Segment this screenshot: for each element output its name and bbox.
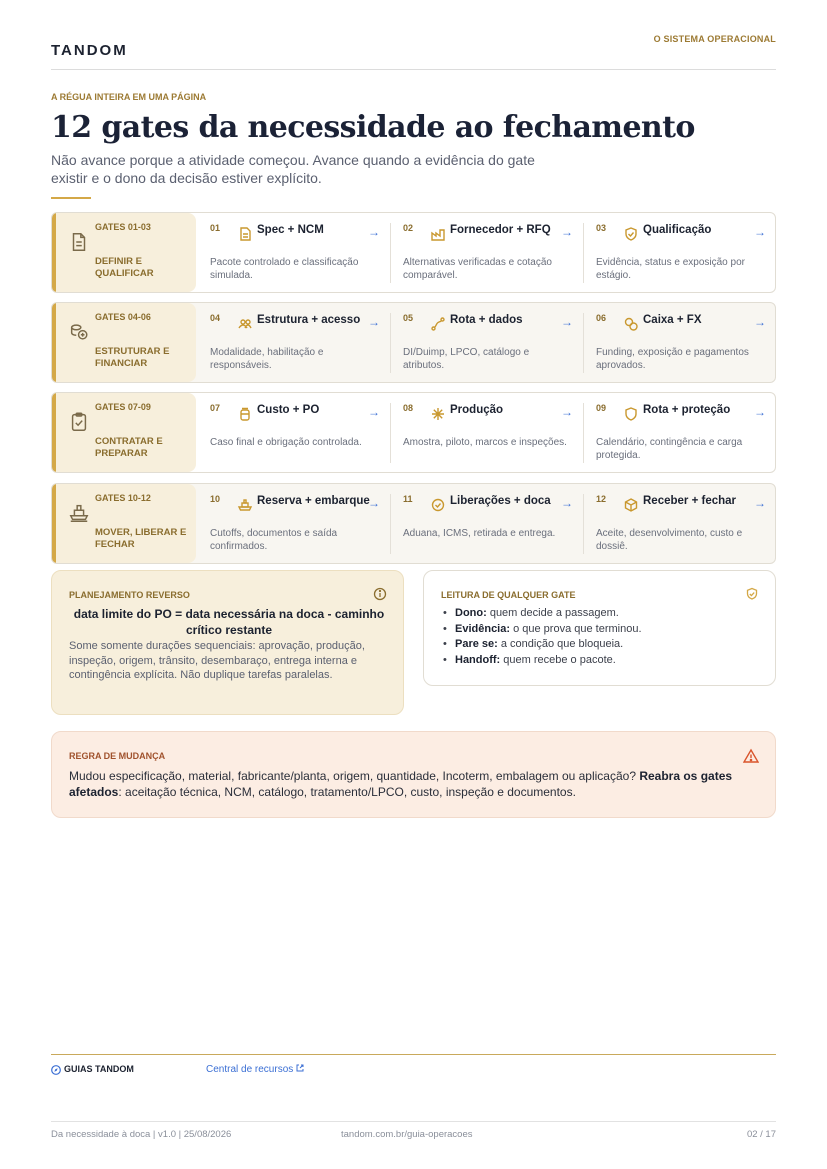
footer-divider bbox=[51, 1054, 776, 1055]
step-description: Aduana, ICMS, retirada e entrega. bbox=[403, 528, 556, 539]
arrow-right-icon[interactable]: → bbox=[561, 315, 573, 329]
warning-icon bbox=[743, 748, 759, 764]
band-gates: GATES 01-03 bbox=[95, 222, 151, 232]
band-gates: GATES 04-06 bbox=[95, 312, 151, 322]
step-name: Reserva + embarque bbox=[257, 495, 370, 507]
step-number: 02 bbox=[403, 223, 414, 233]
step-name: Caixa + FX bbox=[643, 314, 702, 326]
arrow-right-icon[interactable]: → bbox=[561, 225, 573, 239]
step-description: Aceite, desenvolvimento, custo e dossiê. bbox=[596, 528, 743, 552]
arrow-right-icon[interactable]: → bbox=[368, 405, 380, 419]
step-name: Fornecedor + RFQ bbox=[450, 224, 551, 236]
gate-step-10[interactable] bbox=[197, 484, 390, 563]
ship-icon bbox=[68, 502, 90, 524]
list-item: • Dono: quem decide a passagem. bbox=[441, 606, 761, 622]
bottom-divider bbox=[51, 1121, 776, 1122]
band-label bbox=[52, 303, 196, 382]
shield-icon bbox=[623, 406, 639, 422]
band-stage: CONTRATAR E PREPARAR bbox=[95, 436, 163, 459]
page-number: 02 / 17 bbox=[746, 1129, 776, 1140]
guides-label: GUIAS TANDOM bbox=[51, 1064, 134, 1075]
step-number: 07 bbox=[210, 403, 221, 413]
gate-step-07[interactable] bbox=[197, 393, 390, 472]
band-stage: ESTRUTURAR E FINANCIAR bbox=[95, 346, 170, 369]
exchange-icon bbox=[623, 316, 639, 332]
step-name: Liberações + doca bbox=[450, 495, 551, 507]
change-rule-text: Mudou especificação, material, fabricante/planta, origem, quantidade, Incoterm, embalagem ou aplicação? Reabra os gates afetados: aceitação técnica, NCM, catálogo, tratamento/LPCO, custo, inspeção e documentos. bbox=[69, 769, 733, 799]
arrow-right-icon[interactable]: → bbox=[368, 225, 380, 239]
compass-icon bbox=[51, 1065, 61, 1075]
step-name: Produção bbox=[450, 404, 504, 416]
band-stage: DEFINIR E QUALIFICAR bbox=[95, 256, 154, 279]
route-icon bbox=[430, 316, 446, 332]
arrow-right-icon[interactable]: → bbox=[754, 405, 766, 419]
step-number: 04 bbox=[210, 313, 221, 323]
gate-step-09[interactable] bbox=[583, 393, 776, 472]
change-rule-card bbox=[51, 731, 776, 818]
gate-step-11[interactable] bbox=[390, 484, 583, 563]
page-subtitle: Não avance porque a atividade começou. Avance quando a evidência do gate existir e o dono da decisão estiver explícito. bbox=[51, 152, 535, 186]
document-version: Da necessidade à doca | v1.0 | 25/08/2026 bbox=[51, 1129, 232, 1140]
step-description: Pacote controlado e classificação simulada. bbox=[210, 257, 359, 281]
gate-step-03[interactable] bbox=[583, 213, 776, 292]
step-description: Caso final e obrigação controlada. bbox=[210, 437, 362, 448]
arrow-right-icon[interactable]: → bbox=[754, 225, 766, 239]
gate-step-01[interactable] bbox=[197, 213, 390, 292]
reverse-planning-formula: data limite do PO = data necessária na doca - caminho crítico restante bbox=[73, 607, 385, 637]
document-icon bbox=[68, 231, 90, 253]
step-name: Rota + dados bbox=[450, 314, 523, 326]
band-stage: MOVER, LIBERAR E FECHAR bbox=[95, 527, 187, 550]
step-number: 06 bbox=[596, 313, 607, 323]
step-number: 05 bbox=[403, 313, 414, 323]
step-name: Estrutura + acesso bbox=[257, 314, 361, 326]
list-item: • Evidência: o que prova que terminou. bbox=[441, 622, 761, 638]
gate-step-05[interactable] bbox=[390, 303, 583, 382]
step-number: 01 bbox=[210, 223, 221, 233]
coins-icon bbox=[68, 321, 90, 343]
gate-step-06[interactable] bbox=[583, 303, 776, 382]
external-link-icon bbox=[296, 1064, 304, 1072]
page-title: 12 gates da necessidade ao fechamento bbox=[51, 110, 695, 145]
reverse-planning-text: Some somente durações sequenciais: aprovação, produção, inspeção, origem, trânsito, desembaraço, entrega interna e contingência explícita. Não duplique tarefas paralelas. bbox=[69, 640, 365, 681]
step-number: 08 bbox=[403, 403, 414, 413]
arrow-right-icon[interactable]: → bbox=[368, 496, 380, 510]
card-heading: PLANEJAMENTO REVERSO bbox=[69, 590, 190, 600]
step-number: 09 bbox=[596, 403, 607, 413]
info-icon bbox=[373, 587, 387, 601]
gate-band-07-09 bbox=[51, 392, 776, 473]
step-number: 11 bbox=[403, 494, 413, 504]
eyebrow: A RÉGUA INTEIRA EM UMA PÁGINA bbox=[51, 92, 207, 102]
arrow-right-icon[interactable]: → bbox=[368, 315, 380, 329]
step-name: Receber + fechar bbox=[643, 495, 737, 507]
factory-icon bbox=[430, 226, 446, 242]
step-name: Custo + PO bbox=[257, 404, 320, 416]
step-name: Rota + proteção bbox=[643, 404, 731, 416]
spec-document-icon bbox=[237, 226, 253, 242]
step-description: DI/Duimp, LPCO, catálogo e atributos. bbox=[403, 347, 530, 371]
gate-step-04[interactable] bbox=[197, 303, 390, 382]
step-description: Calendário, contingência e carga protegida. bbox=[596, 437, 743, 461]
step-number: 03 bbox=[596, 223, 607, 233]
band-label bbox=[52, 213, 196, 292]
step-description: Modalidade, habilitação e responsáveis. bbox=[210, 347, 324, 371]
band-label bbox=[52, 393, 196, 472]
step-name: Qualificação bbox=[643, 224, 712, 236]
band-gates: GATES 10-12 bbox=[95, 493, 151, 503]
arrow-right-icon[interactable]: → bbox=[754, 315, 766, 329]
footer-url[interactable]: tandom.com.br/guia-operacoes bbox=[341, 1129, 473, 1140]
gate-step-08[interactable] bbox=[390, 393, 583, 472]
section-label: O SISTEMA OPERACIONAL bbox=[653, 34, 776, 44]
gate-band-10-12 bbox=[51, 483, 776, 564]
gate-reading-list bbox=[441, 606, 761, 668]
step-number: 10 bbox=[210, 494, 221, 504]
gate-band-04-06 bbox=[51, 302, 776, 383]
step-description: Funding, exposição e pagamentos aprovados. bbox=[596, 347, 749, 371]
package-icon bbox=[623, 497, 639, 513]
gate-reading-card bbox=[423, 570, 776, 686]
gate-band-01-03 bbox=[51, 212, 776, 293]
gate-step-02[interactable] bbox=[390, 213, 583, 292]
list-item: • Pare se: a condição que bloqueia. bbox=[441, 637, 761, 653]
band-gates: GATES 07-09 bbox=[95, 402, 151, 412]
gate-step-12[interactable] bbox=[583, 484, 776, 563]
step-description: Evidência, status e exposição por estágio. bbox=[596, 257, 745, 281]
band-label bbox=[52, 484, 196, 563]
clipboard-check-icon bbox=[68, 411, 90, 433]
spark-icon bbox=[430, 406, 446, 422]
shield-check-icon bbox=[623, 226, 639, 242]
arrow-right-icon[interactable]: → bbox=[561, 496, 573, 510]
users-icon bbox=[237, 316, 253, 332]
step-number: 12 bbox=[596, 494, 607, 504]
shield-check-icon bbox=[745, 587, 759, 601]
arrow-right-icon[interactable]: → bbox=[561, 405, 573, 419]
reverse-planning-card bbox=[51, 570, 404, 715]
card-heading: REGRA DE MUDANÇA bbox=[69, 751, 166, 761]
arrow-right-icon[interactable]: → bbox=[754, 496, 766, 510]
card-heading: LEITURA DE QUALQUER GATE bbox=[441, 590, 576, 600]
step-description: Alternativas verificadas e cotação comparável. bbox=[403, 257, 552, 281]
page-header bbox=[51, 30, 776, 70]
resources-link[interactable]: Central de recursos bbox=[206, 1064, 304, 1075]
brand-logo: TANDOM bbox=[51, 42, 128, 59]
accent-divider bbox=[51, 197, 91, 199]
jar-icon bbox=[237, 406, 253, 422]
ship-small-icon bbox=[237, 497, 253, 513]
check-circle-icon bbox=[430, 497, 446, 513]
step-name: Spec + NCM bbox=[257, 224, 324, 236]
step-description: Amostra, piloto, marcos e inspeções. bbox=[403, 437, 567, 448]
step-description: Cutoffs, documentos e saída confirmados. bbox=[210, 528, 338, 552]
list-item: • Handoff: quem recebe o pacote. bbox=[441, 653, 761, 669]
